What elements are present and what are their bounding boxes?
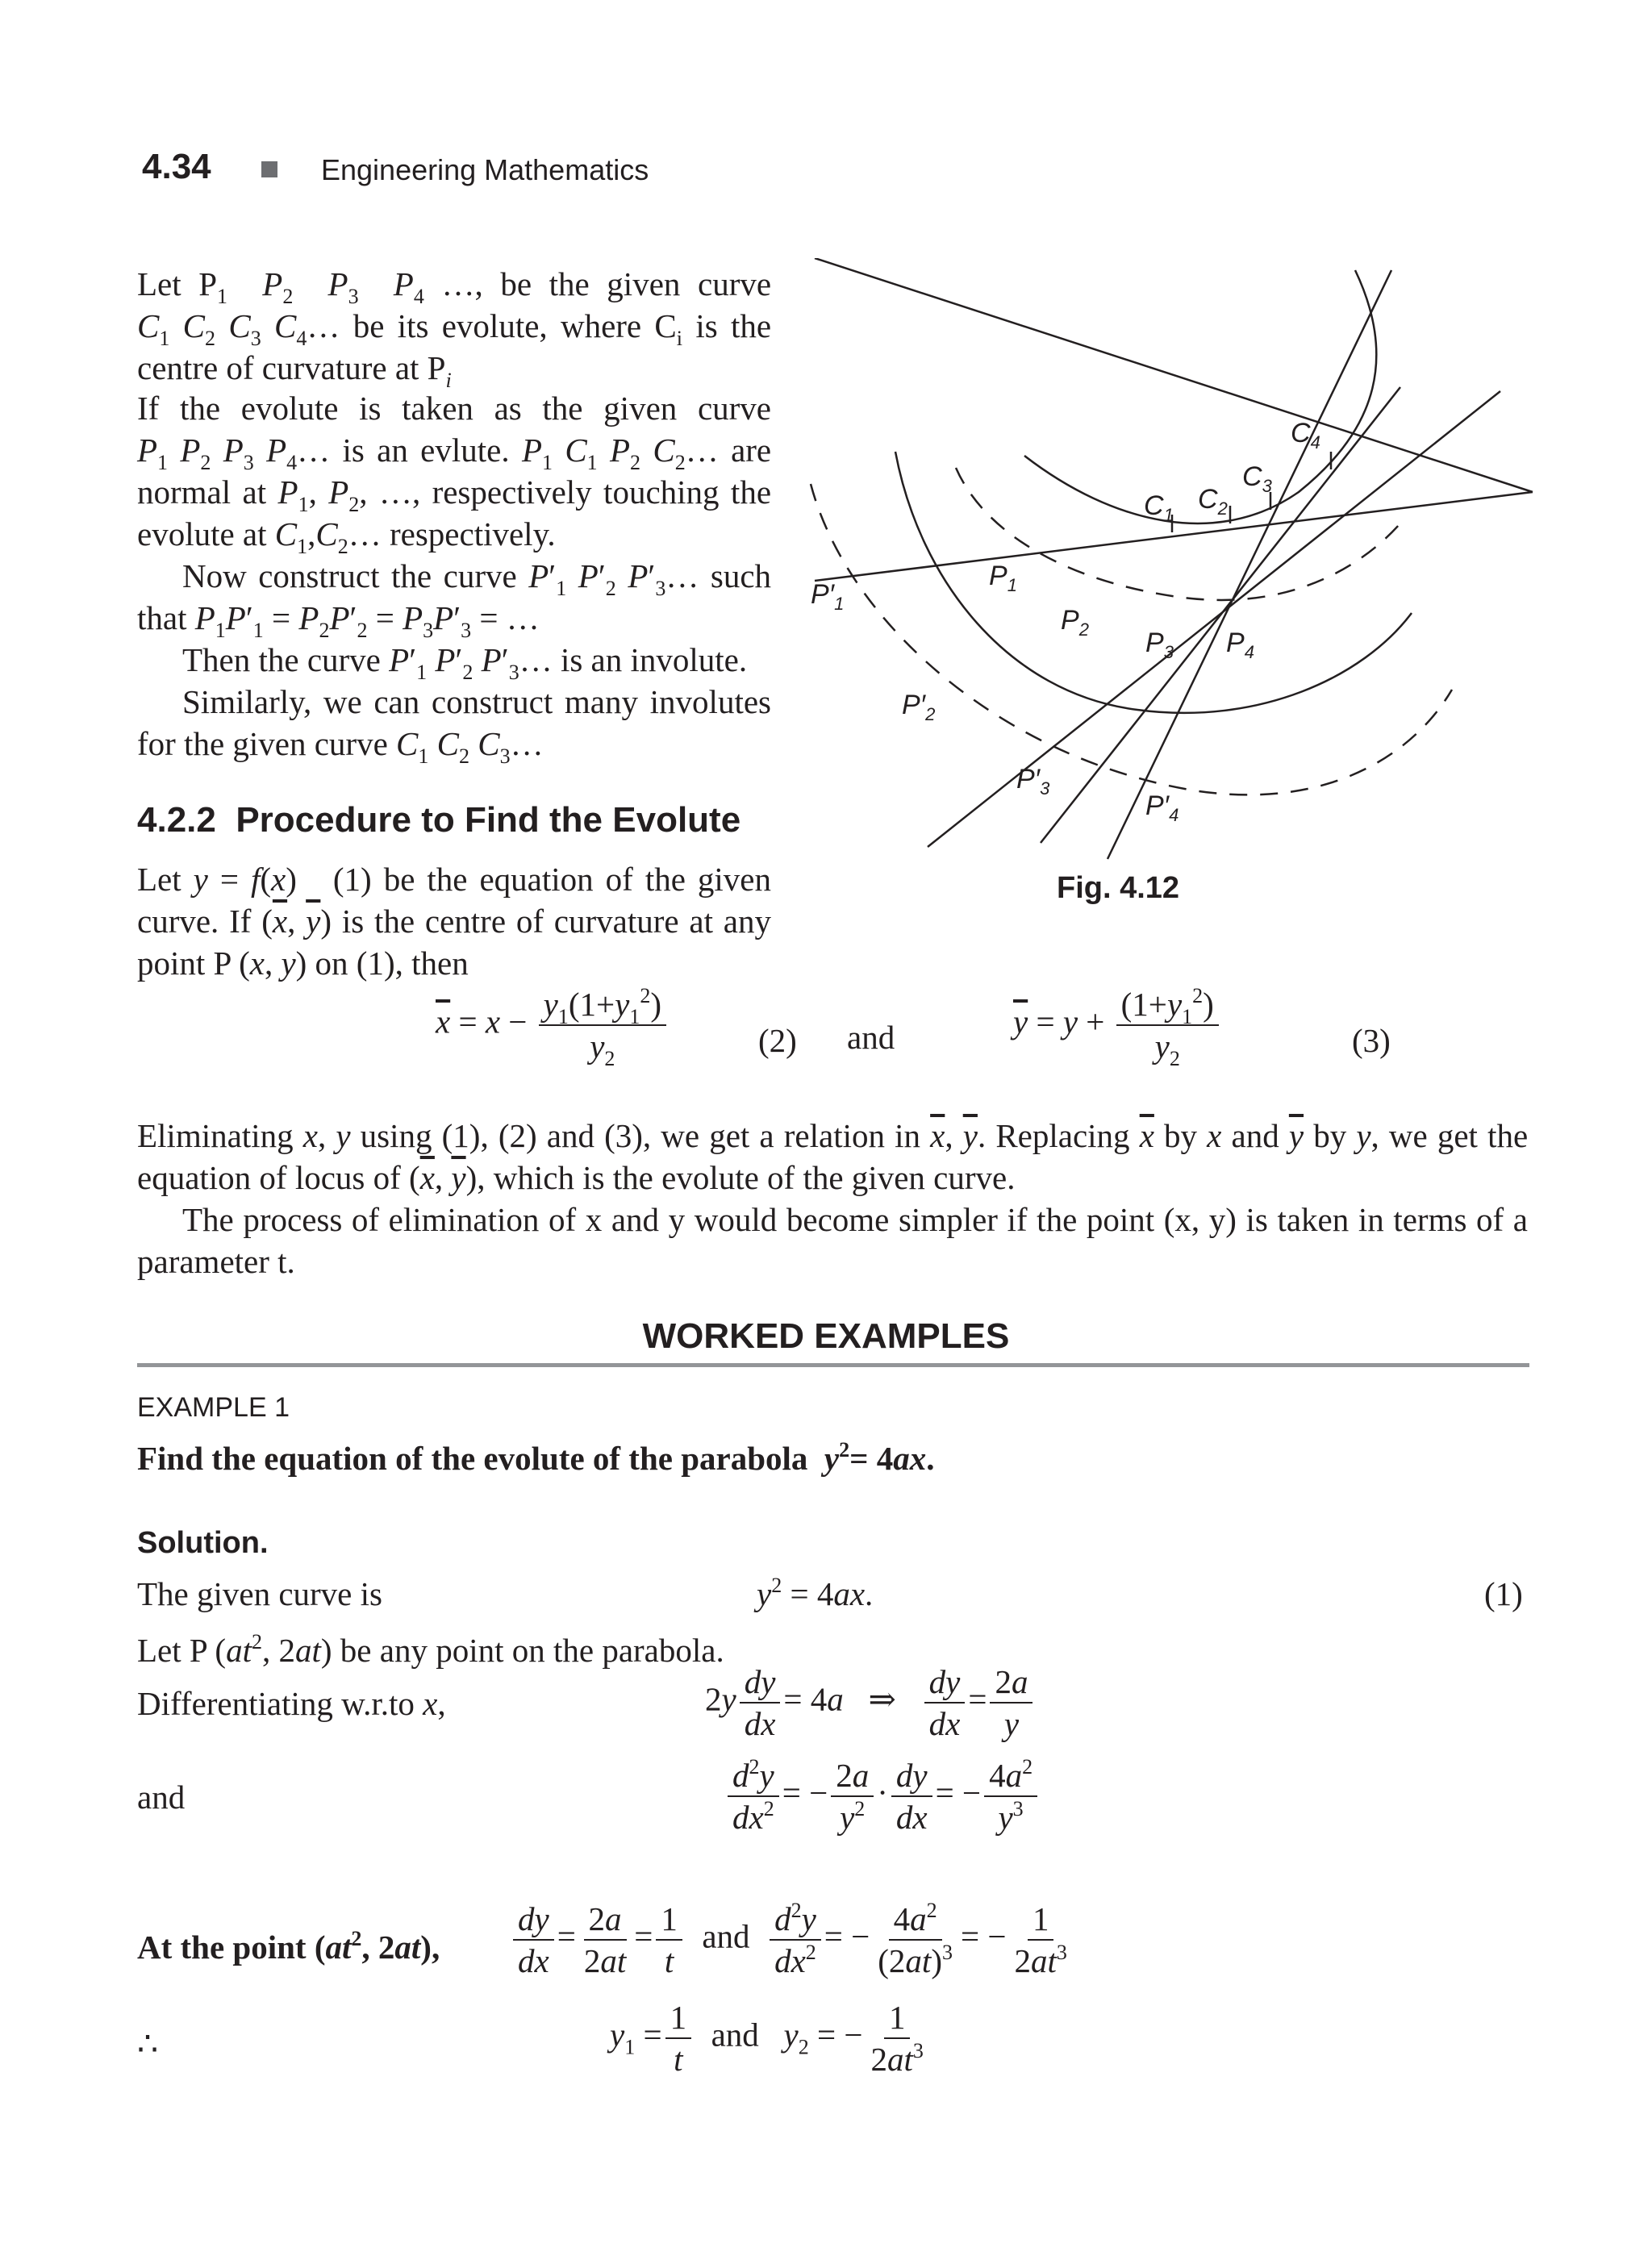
- book-title: Engineering Mathematics: [321, 153, 649, 186]
- intro-paragraph: Let $P_1$ $P_2$ $P_3$ $P_4$ …, be the given curve $C_1$ $C_2$ $C_3$ $C_4\dots$ be its evolute, where $C_i$ is the centre of curvature at $P_i$: [137, 265, 772, 392]
- given-curve-equation: $y^2 = 4ax$.: [757, 1574, 874, 1612]
- intro-text: is an evlute.: [342, 432, 510, 469]
- intro-text: such that: [137, 557, 772, 636]
- and-text: and: [137, 1779, 186, 1816]
- normal-line-2: [928, 391, 1500, 847]
- section-title: Procedure to Find the Evolute: [236, 800, 741, 840]
- text: be any point on the parabola.: [340, 1632, 724, 1669]
- solution-label: Solution.: [137, 1526, 269, 1560]
- text: , we get the equation of locus of: [137, 1117, 1529, 1196]
- divider: [137, 1363, 1529, 1367]
- intro-text: Similarly, we can construct many involutes for the given curve: [137, 683, 771, 762]
- label-p3: $P_3$: [1145, 628, 1174, 662]
- text: . Replacing: [977, 1117, 1130, 1154]
- example-problem: Find the equation of the evolute of the parabola $y^2= 4ax$.: [137, 1438, 935, 1477]
- involute-curve-2: [811, 484, 1452, 794]
- intro-text: Now construct the curve: [182, 557, 517, 594]
- intro-text: be its evolute, where C: [353, 307, 677, 344]
- equation-3-label: (3): [1352, 1022, 1391, 1059]
- text: Let: [137, 861, 181, 898]
- given-curve-text: The given curve is: [137, 1575, 382, 1612]
- section-paragraph-3: The process of elimination of x and y would become simpler if the point (x, y) is taken in terms of a parameter t.: [137, 1201, 1528, 1280]
- text: by: [1164, 1117, 1198, 1154]
- at-point-equation: $\frac{dy}{dx}$ = $\frac{2a}{2at}$ = $\frac{1}{t}$ and $\frac{d^2y}{dx^2}$ = − $\frac{4a^2}{(2at)^3}$ = − $\frac{1}{2at^3}$: [510, 1900, 1075, 1979]
- intro-text: respectively.: [390, 515, 556, 553]
- at-point-text: At the point ($at^2$, 2at),: [137, 1927, 440, 1966]
- label-pp3: $P'_3$: [1016, 764, 1050, 799]
- text: , which is the evolute of the given curve.: [477, 1159, 1016, 1196]
- intro-text: , respectively touching the evolute at: [137, 473, 772, 553]
- label-c4: $C_4$: [1291, 418, 1320, 452]
- equation-2: $\overline{x} = x$ − $\frac{y_1(1+y_1^2)}{y_2}$: [436, 986, 670, 1065]
- y1-y2-equation: $y_1$ = $\frac{1}{t}$ and $y_2$ = − $\frac{1}{2at^3}$: [610, 1999, 924, 2078]
- label-pp1: $P'_1$: [811, 579, 845, 614]
- label-p1: $P_1$: [989, 561, 1017, 595]
- text: Eliminating: [137, 1117, 294, 1154]
- section-number: 4.2.2: [137, 800, 216, 840]
- let-p-line: Let P ($at^2$, 2at) be any point on the parabola.: [137, 1630, 724, 1669]
- section-paragraph-1: Let y = f(x) (1) be the equation of the given curve. If ($\overline{x}$, $\overline{y}$) is the centre of curvature at any point P (x, y) on (1), then: [137, 861, 771, 982]
- label-pp2: $P'_2$: [902, 690, 936, 724]
- equation-3: $\overline{y} = y$ + $\frac{(1+y_1^2)}{y_2}$: [1013, 986, 1222, 1065]
- intro-text: is the centre of curvature at P: [137, 307, 772, 386]
- text: (1) be the equation of the given curve. If: [137, 861, 771, 940]
- equation-2-label: (2): [758, 1022, 797, 1059]
- text: and: [711, 2016, 759, 2054]
- text: on (1), then: [315, 945, 469, 982]
- label-c2: $C_2$: [1198, 484, 1228, 519]
- label-p4: $P_4$: [1226, 628, 1254, 662]
- text: is the centre of curvature at any point P: [137, 903, 771, 982]
- intro-text: Let P: [137, 265, 218, 302]
- text: Find the equation of the evolute of the parabola: [137, 1440, 808, 1477]
- text: using (1), (2) and (3), we get a relation in: [360, 1117, 920, 1154]
- text: Let P: [137, 1632, 207, 1669]
- intro-text: If the evolute is taken as the given curve: [137, 390, 771, 427]
- worked-examples-heading: WORKED EXAMPLES: [642, 1316, 1010, 1356]
- intro-paragraph-5: Similarly, we can construct many involutes for the given curve $C_1$ $C_2$ $C_3\dots$: [137, 683, 771, 768]
- section-heading: [137, 800, 740, 840]
- normal-line-3: [1041, 387, 1400, 843]
- header-square-icon: [261, 161, 277, 177]
- intro-paragraph-4: Then the curve $P'_1$ $P'_2$ $P'_3\dots$ is an involute.: [182, 641, 748, 684]
- intro-text: be the given curve: [500, 265, 772, 302]
- section-paragraph-2: Eliminating x, y using (1), (2) and (3), we get a relation in $\overline{x}$, $\overline{y}$. Replacing $\overline{x}$ by x and $\overline{y}$ by y, we get the equation of locus of ($\overline{x}$, $\overline{y}$), which is the evolute of the given curve.: [137, 1117, 1529, 1196]
- normal-line-1: [815, 258, 1533, 492]
- label-c3: $C_3$: [1242, 461, 1272, 496]
- text: by: [1313, 1117, 1347, 1154]
- text: and: [702, 1917, 750, 1955]
- page-number: 4.34: [142, 147, 211, 186]
- therefore-symbol: ∴: [137, 2025, 159, 2062]
- diff-text: Differentiating w.r.to x,: [137, 1685, 446, 1722]
- equation-and: and: [847, 1019, 895, 1056]
- example-label: EXAMPLE 1: [137, 1392, 290, 1423]
- normal-line-4: [1108, 270, 1391, 859]
- evolute-involute-figure: [799, 258, 1541, 887]
- intro-paragraph-3: Now construct the curve $P'_1$ $P'_2$ $P'_3\dots$ such that $P_1P'_1 = P_2P'_2 = P_3P'_3$ = …: [137, 557, 772, 642]
- involute-curve-1: [956, 468, 1400, 600]
- intro-text: are normal at: [137, 432, 772, 511]
- intro-text: is an involute.: [560, 641, 748, 678]
- intro-paragraph-2: If the evolute is taken as the given curve $P_1$ $P_2$ $P_3$ $P_4\dots$ is an evlute. $P_1$ $C_1$ $P_2$ $C_2\dots$ are normal at $P_1$, $P_2$, …, respectively touching the evolute at $C_1,C_2\dots$ respectively.: [137, 390, 772, 558]
- text: At the point: [137, 1929, 307, 1966]
- label-c1: $C_1$: [1144, 490, 1174, 525]
- intro-text: Then the curve: [182, 641, 381, 678]
- label-pp4: $P'_4$: [1145, 790, 1179, 825]
- eq1-label: (1): [1484, 1575, 1523, 1612]
- text: and: [1231, 1117, 1279, 1154]
- text: Differentiating w.r.to: [137, 1685, 415, 1722]
- diff-equation: 2y $\frac{dy}{dx}$ = 4a ⇒ $\frac{dy}{dx}$ = $\frac{2a}{y}$: [705, 1663, 1036, 1742]
- second-derivative-equation: $\frac{d^2y}{dx^2}$ = − $\frac{2a}{y^2}$ · $\frac{dy}{dx}$ = − $\frac{4a^2}{y^3}$: [724, 1757, 1041, 1836]
- label-p2: $P_2$: [1061, 605, 1089, 640]
- figure-caption: Fig. 4.12: [1057, 871, 1180, 905]
